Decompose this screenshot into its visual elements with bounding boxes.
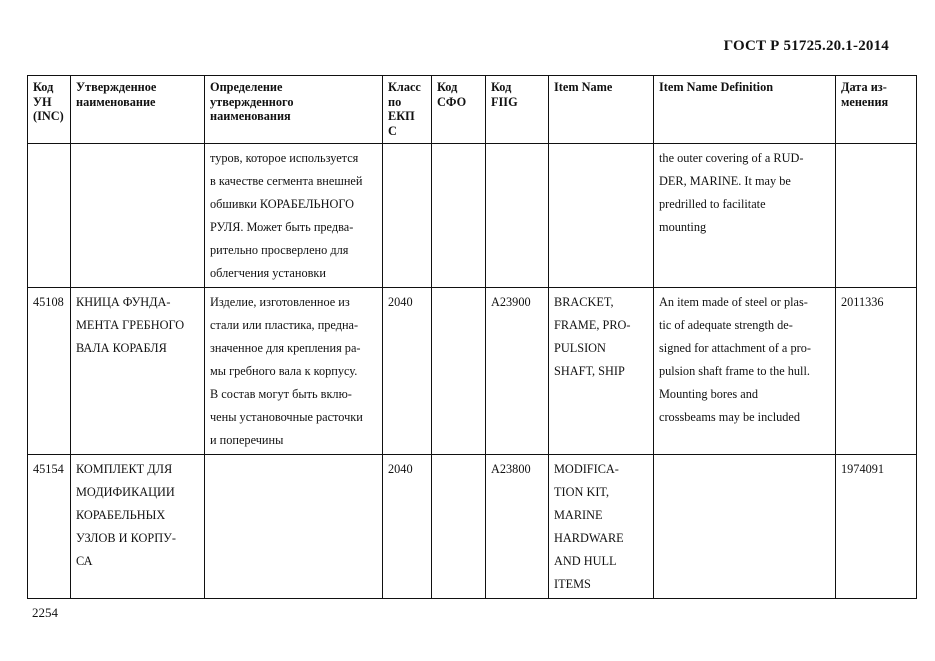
- cell-inc: [28, 144, 71, 288]
- cell-item-name: MODIFICA- TION KIT, MARINE HARDWARE AND HULL ITEMS: [549, 455, 654, 599]
- cell-sfo: [432, 455, 486, 599]
- cell-class: 2040: [383, 288, 432, 455]
- column-header-change-date: Дата из- менения: [836, 76, 917, 144]
- cell-change-date: [836, 144, 917, 288]
- table-row: [28, 455, 917, 599]
- cell-class: [383, 144, 432, 288]
- column-header-approved-name: Утвержденное наименование: [71, 76, 205, 144]
- cell-item-name-definition: [654, 455, 836, 599]
- column-header-fiig: Код FIIG: [486, 76, 549, 144]
- column-header-definition-ru: Определение утвержденного наименования: [205, 76, 383, 144]
- cell-item-name: [549, 144, 654, 288]
- cell-definition-ru: туров, которое используется в качестве сегмента внешней обшивки КОРАБЕЛЬНОГО РУЛЯ. Может быть предва- рительно просверлено для облегчения установки: [205, 144, 383, 288]
- cell-definition-ru: [205, 455, 383, 599]
- cell-item-name-definition: An item made of steel or plas- tic of adequate strength de- signed for attachment of a pro- pulsion shaft frame to the hull. Mounting bores and crossbeams may be included: [654, 288, 836, 455]
- page-number: 2254: [32, 605, 58, 620]
- table-header-row: [28, 76, 917, 144]
- cell-change-date: 1974091: [836, 455, 917, 599]
- table-row: [28, 288, 917, 455]
- column-header-item-name-definition: Item Name Definition: [654, 76, 836, 144]
- cell-definition-ru: Изделие, изготовленное из стали или пластика, предна- значенное для крепления ра- мы гребного вала к корпусу. В состав могут быть вклю- чены установочные расточки и поперечины: [205, 288, 383, 455]
- cell-sfo: [432, 144, 486, 288]
- cell-item-name: BRACKET, FRAME, PRO- PULSION SHAFT, SHIP: [549, 288, 654, 455]
- cell-approved-name: КНИЦА ФУНДА- МЕНТА ГРЕБНОГО ВАЛА КОРАБЛЯ: [71, 288, 205, 455]
- cell-approved-name: КОМПЛЕКТ ДЛЯ МОДИФИКАЦИИ КОРАБЕЛЬНЫХ УЗЛОВ И КОРПУ- СА: [71, 455, 205, 599]
- column-header-inc: Код УН (INC): [28, 76, 71, 144]
- document-header: ГОСТ Р 51725.20.1-2014: [723, 38, 889, 54]
- cell-change-date: 2011336: [836, 288, 917, 455]
- cell-fiig: [486, 144, 549, 288]
- cell-sfo: [432, 288, 486, 455]
- cell-fiig: A23900: [486, 288, 549, 455]
- cell-fiig: A23800: [486, 455, 549, 599]
- cell-class: 2040: [383, 455, 432, 599]
- table-row: [28, 144, 917, 288]
- column-header-class: Класс по ЕКП С: [383, 76, 432, 144]
- cell-inc: 45108: [28, 288, 71, 455]
- column-header-item-name: Item Name: [549, 76, 654, 144]
- cell-inc: 45154: [28, 455, 71, 599]
- catalog-table: [27, 75, 917, 599]
- cell-item-name-definition: the outer covering of a RUD- DER, MARINE. It may be predrilled to facilitate mounting: [654, 144, 836, 288]
- cell-approved-name: [71, 144, 205, 288]
- column-header-sfo: Код СФО: [432, 76, 486, 144]
